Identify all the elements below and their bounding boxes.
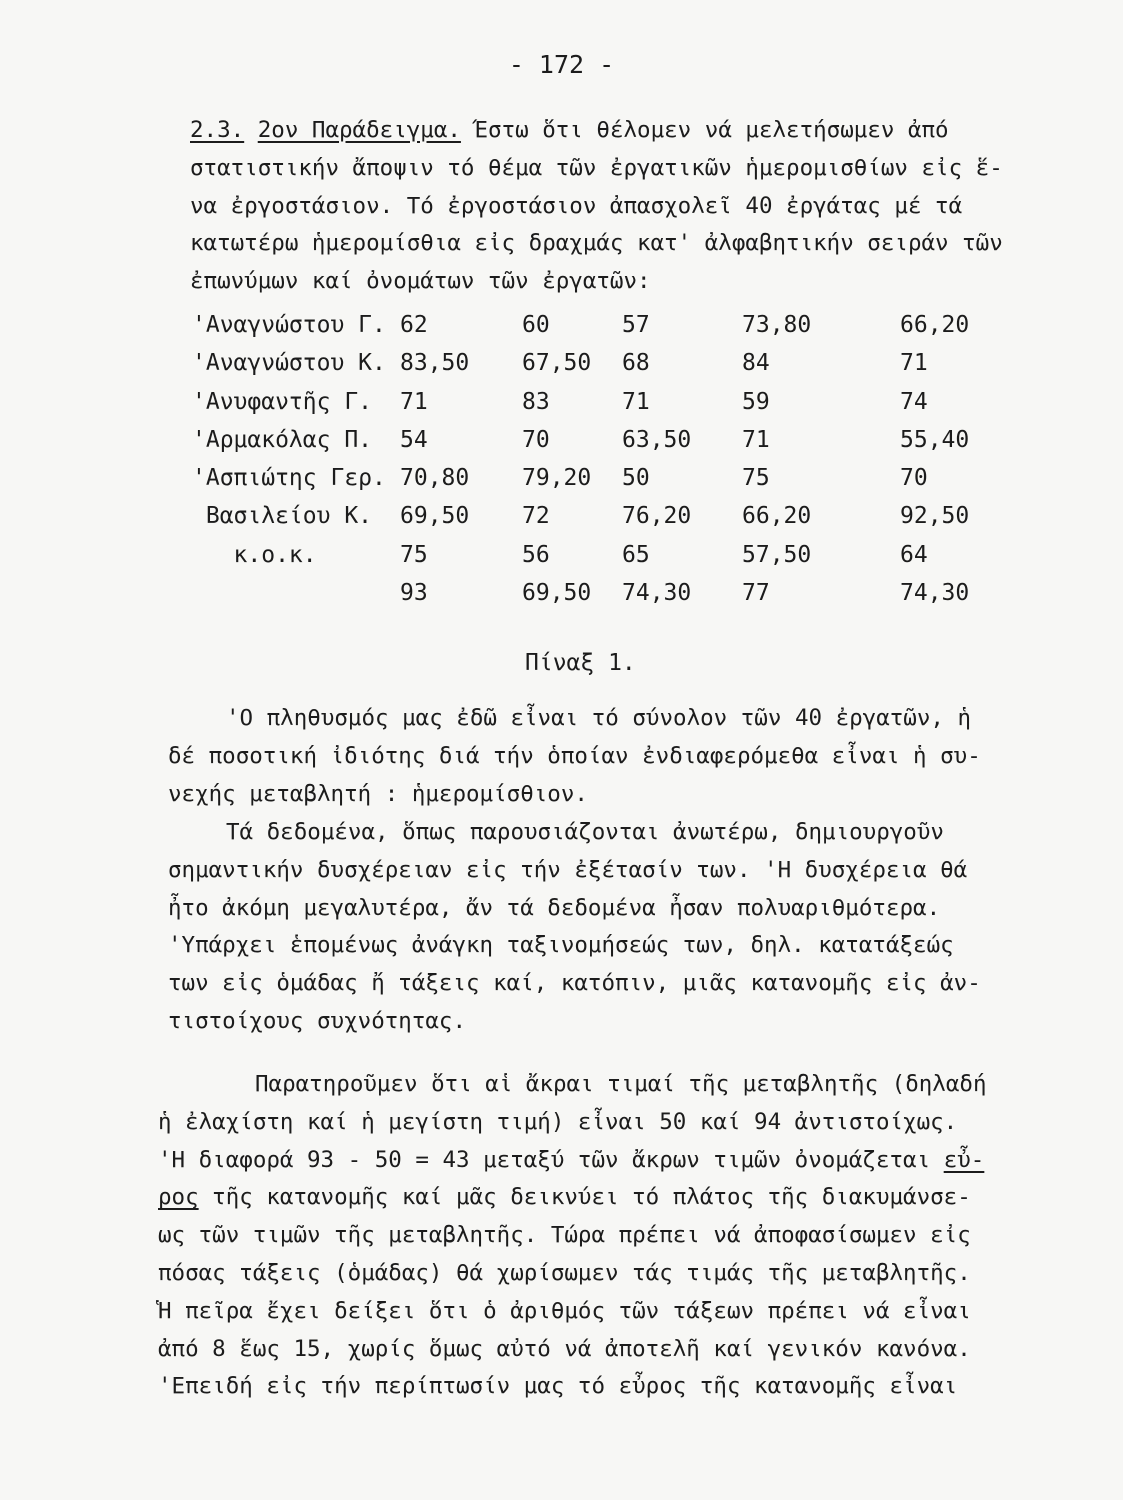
wage-value: 68 xyxy=(622,350,650,377)
wage-value: 73,80 xyxy=(742,312,812,338)
paragraph-line: δέ ποσοτική ἰδιότης διά τήν ὁποίαν ἐνδιαφερόμεθα εἶναι ἡ συ- xyxy=(168,742,981,769)
wage-value: 74,30 xyxy=(900,580,970,607)
range-term: ρος xyxy=(158,1184,199,1211)
table-caption: Πίναξ 1. xyxy=(525,650,636,676)
wage-value: 93 xyxy=(400,580,428,607)
paragraph-line xyxy=(158,1179,1038,1217)
paragraph-line: Παρατηροῦμεν ὅτι αἱ ἄκραι τιμαί τῆς μεταβλητῆς (δηλαδή xyxy=(255,1071,987,1097)
wage-value: 72 xyxy=(522,503,550,530)
worker-name: 'Ανυφαντῆς Γ. xyxy=(192,388,373,415)
paragraph-text: τῆς κατανομῆς καί μᾶς δεικνύει τό πλάτος τῆς διακυμάνσε- xyxy=(198,1184,971,1211)
paragraph-line: 'Ο πληθυσμός μας ἐδῶ εἶναι τό σύνολον τῶν 40 ἐργατῶν, ἡ xyxy=(226,705,972,731)
wage-value: 77 xyxy=(742,580,770,607)
wage-value: 71 xyxy=(400,388,428,415)
worker-name: Βασιλείου Κ. xyxy=(192,503,373,530)
wage-value: 83,50 xyxy=(400,350,470,377)
intro-line: κατωτέρω ἡμερομίσθια εἰς δραχμάς κατ' ἀλφαβητικήν σειράν τῶν xyxy=(190,230,1003,257)
intro-line-1-text: Έστω ὅτι θέλομεν νά μελετήσωμεν ἀπό xyxy=(474,117,949,143)
table-row xyxy=(192,542,992,580)
wage-value: 69,50 xyxy=(522,580,592,607)
intro-line: να ἐργοστάσιον. Τό ἐργοστάσιον ἀπασχολεῖ 40 ἐργάτας μέ τά xyxy=(190,192,963,219)
page-number: - 172 - xyxy=(508,50,615,79)
wage-value: 55,40 xyxy=(900,426,970,453)
wage-value: 76,20 xyxy=(622,503,692,530)
paragraph-line: ἀπό 8 ἕως 15, χωρίς ὅμως αὐτό νά ἀποτελῆ καί γενικόν κανόνα. xyxy=(158,1335,971,1362)
range-paragraph xyxy=(158,1066,1038,1406)
paragraph-line: Ἡ πεῖρα ἔχει δείξει ὅτι ὁ ἀριθμός τῶν τάξεων πρέπει νά εἶναι xyxy=(158,1297,971,1324)
wage-value: 71 xyxy=(742,426,770,453)
wage-value: 66,20 xyxy=(900,312,970,338)
population-paragraph xyxy=(168,700,1048,813)
wage-value: 70 xyxy=(522,426,550,453)
paragraph-line: ως τῶν τιμῶν τῆς μεταβλητῆς. Τώρα πρέπει νά ἀποφασίσωμεν εἰς xyxy=(158,1222,971,1249)
wage-value: 75 xyxy=(400,541,428,568)
paragraph-line: 'Επειδή εἰς τήν περίπτωσίν μας τό εὖρος τῆς κατανομῆς εἶναι xyxy=(158,1373,958,1400)
wage-value: 75 xyxy=(742,465,770,492)
worker-name: 'Ασπιώτης Γερ. xyxy=(192,465,386,492)
range-term: εὖ- xyxy=(943,1146,985,1173)
paragraph-text: 'Η διαφορά 93 - 50 = 43 μεταξύ τῶν ἄκρων τιμῶν ὀνομάζεται xyxy=(158,1146,944,1173)
wage-value: 60 xyxy=(522,312,550,338)
wage-value: 64 xyxy=(900,541,928,568)
worker-name: 'Αρμακόλας Π. xyxy=(192,426,373,453)
wage-value: 62 xyxy=(400,312,428,338)
worker-name: κ.ο.κ. xyxy=(192,541,317,568)
intro-paragraph xyxy=(190,112,1070,301)
intro-line: στατιστικήν ἄποψιν τό θέμα τῶν ἐργατικῶν ἡμερομισθίων εἰς ἕ- xyxy=(190,154,1003,181)
wage-value: 70 xyxy=(900,465,928,492)
wage-value: 66,20 xyxy=(742,503,812,530)
paragraph-line: ἦτο ἀκόμη μεγαλυτέρα, ἄν τά δεδομένα ἦσαν πολυαριθμότερα. xyxy=(168,894,941,921)
wage-value: 69,50 xyxy=(400,503,470,530)
example-heading: 2ον Παράδειγμα. xyxy=(257,117,461,143)
wage-value: 74 xyxy=(900,388,928,415)
paragraph-line: 'Υπάρχει ἑπομένως ἀνάγκη ταξινομήσεώς των, δηλ. κατατάξεώς xyxy=(168,932,954,959)
wage-value: 57 xyxy=(622,312,650,338)
table-row xyxy=(192,427,992,465)
paragraph-line: σημαντικήν δυσχέρειαν εἰς τήν ἐξέτασίν των. 'Η δυσχέρεια θά xyxy=(168,856,968,883)
table-row xyxy=(192,350,992,388)
wage-value: 84 xyxy=(742,350,770,377)
paragraph-line: τιστοίχους συχνότητας. xyxy=(168,1007,467,1034)
worker-name: 'Αναγνώστου Γ. xyxy=(192,312,386,338)
wage-value: 63,50 xyxy=(622,426,692,453)
wage-value: 50 xyxy=(622,465,650,492)
wage-value: 70,80 xyxy=(400,465,470,492)
wage-value: 67,50 xyxy=(522,350,592,377)
wage-value: 79,20 xyxy=(522,465,592,492)
paragraph-line: ἡ ἐλαχίστη καί ἡ μεγίστη τιμή) εἶναι 50 καί 94 ἀντιστοίχως. xyxy=(158,1108,958,1135)
wage-value: 92,50 xyxy=(900,503,970,530)
paragraph-line: πόσας τάξεις (ὁμάδας) θά χωρίσωμεν τάς τιμάς τῆς μεταβλητῆς. xyxy=(158,1259,971,1286)
wage-value: 83 xyxy=(522,388,550,415)
paragraph-line xyxy=(158,1142,1038,1180)
wage-table xyxy=(192,312,992,618)
table-row xyxy=(192,465,992,503)
wage-value: 65 xyxy=(622,541,650,568)
wage-value: 54 xyxy=(400,426,428,453)
wage-value: 71 xyxy=(622,388,650,415)
intro-line-1 xyxy=(190,112,1070,150)
wage-value: 57,50 xyxy=(742,541,812,568)
wage-value: 74,30 xyxy=(622,580,692,607)
wage-value: 71 xyxy=(900,350,928,377)
paragraph-line: νεχής μεταβλητή : ἡμερομίσθιον. xyxy=(168,780,588,807)
wage-value: 59 xyxy=(742,388,770,415)
difficulty-paragraph xyxy=(168,814,1048,1041)
paragraph-line: Τά δεδομένα, ὅπως παρουσιάζονται ἀνωτέρω, δημιουργοῦν xyxy=(226,819,944,845)
table-row xyxy=(192,580,992,618)
worker-name: 'Αναγνώστου Κ. xyxy=(192,350,386,377)
table-row xyxy=(192,312,992,350)
intro-line: ἐπωνύμων καί ὀνομάτων τῶν ἐργατῶν: xyxy=(190,268,651,295)
table-row xyxy=(192,389,992,427)
wage-value: 56 xyxy=(522,541,550,568)
section-number: 2.3. xyxy=(190,117,245,143)
table-row xyxy=(192,503,992,541)
paragraph-line: των εἰς ὁμάδας ἤ τάξεις καί, κατόπιν, μιᾶς κατανομῆς εἰς ἀν- xyxy=(168,970,981,997)
